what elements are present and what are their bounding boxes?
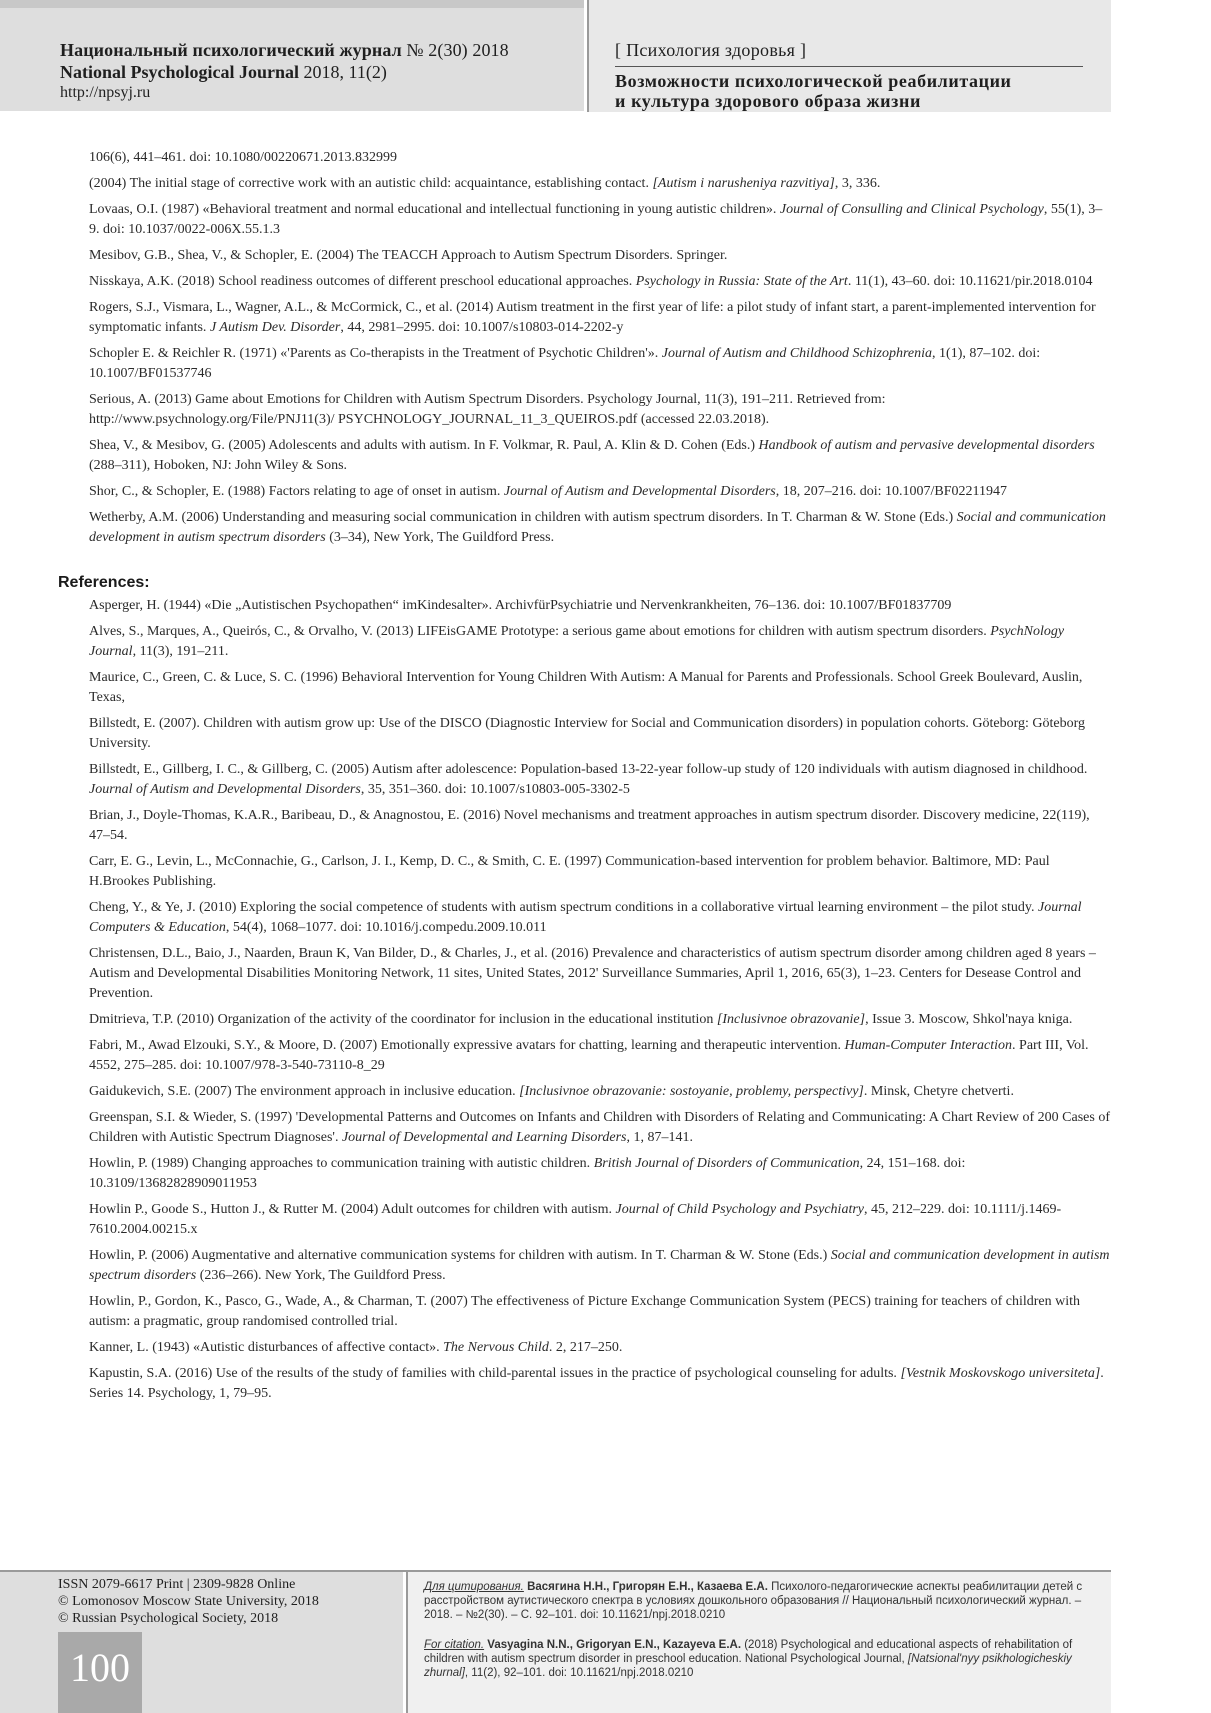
reference-item: Kapustin, S.A. (2016) Use of the results of the study of families with child-parental issues in the practice of psychological counseling for adults. [Vestnik Moskovskogo universiteta]. Series 14. Psychology, 1, 79–95. xyxy=(89,1366,1104,1401)
reference-item: Serious, A. (2013) Game about Emotions for Children with Autism Spectrum Disorders. Psychology Journal, 11(3), 191–211. Retrieved from: http://www.psychnology.org/File/PNJ11(3)/ PSYCHNOLOGY_JOURNAL_11_3_QUEIROS.pdf (accessed 22.03.2018). xyxy=(89,392,886,427)
reference-item: Cheng, Y., & Ye, J. (2010) Exploring the social competence of students with autism spectrum conditions in a collaborative virtual learning environment – the pilot study. Journal Computers & Education, 54(4), 1068–1077. doi: 10.1016/j.compedu.2009.10.011 xyxy=(89,900,1082,935)
reference-item: Shea, V., & Mesibov, G. (2005) Adolescents and adults with autism. In F. Volkmar, R. Paul, A. Klin & D. Cohen (Eds.) Handbook of autism and pervasive developmental disorders (288–311), Hoboken, NJ: John Wiley & Sons. xyxy=(89,438,1095,473)
reference-item: Brian, J., Doyle-Thomas, K.A.R., Baribeau, D., & Anagnostou, E. (2016) Novel mechanisms and treatment approaches in autism spectrum disorder. Discovery medicine, 22(119), 47–54. xyxy=(89,808,1090,843)
references-heading: References: xyxy=(58,574,150,591)
references-en-list xyxy=(58,596,1110,1404)
page-number: 100 xyxy=(58,1632,142,1713)
reference-item: Schopler E. & Reichler R. (1971) «'Parents as Co-therapists in the Treatment of Psychotic Children'». Journal of Autism and Childhood Schizophrenia, 1(1), 87–102. doi: 10.1007/BF01537746 xyxy=(89,346,1041,381)
reference-item: Nisskaya, A.K. (2018) School readiness outcomes of different preschool educational approaches. Psychology in Russia: State of the Art. 11(1), 43–60. doi: 10.11621/pir.2018.0104 xyxy=(89,274,1093,289)
header-section-block xyxy=(587,0,1111,112)
citation-en: For citation. Vasyagina N.N., Grigoryan E.N., Kazayeva E.A. (2018) Psychological and educational aspects of rehabilitation of children with autism spectrum disorder in preschool education. National Psychological Journal, [Natsional'nyy psikhologicheskiy zhurnal], 11(2), 92–101. doi: 10.11621/npj.2018.0210 xyxy=(424,1639,1073,1679)
reference-item: Howlin, P., Gordon, K., Pasco, G., Wade, A., & Charman, T. (2007) The effectiveness of Picture Exchange Communication System (PECS) training for teachers of children with autism: a pragmatic, group randomised controlled trial. xyxy=(89,1294,1080,1329)
reference-item: Mesibov, G.B., Shea, V., & Schopler, E. (2004) The TEACCH Approach to Autism Spectrum Disorders. Springer. xyxy=(89,248,728,263)
reference-item: Kanner, L. (1943) «Autistic disturbances of affective contact». The Nervous Child. 2, 217–250. xyxy=(89,1340,623,1355)
references-ru-list xyxy=(58,148,1110,548)
reference-item: Carr, E. G., Levin, L., McConnachie, G., Carlson, J. I., Kemp, D. C., & Smith, C. E. (1997) Communication-based intervention for problem behavior. Baltimore, MD: Paul H.Brookes Publishing. xyxy=(89,854,1050,889)
reference-item: Rogers, S.J., Vismara, L., Wagner, A.L., & McCormick, C., et al. (2014) Autism treatment in the first year of life: a pilot study of infant start, a parent-implemented intervention for symptomatic infants. J Autism Dev. Disorder, 44, 2981–2995. doi: 10.1007/s10803-014-2202-y xyxy=(89,300,1096,335)
journal-title-ru: Национальный психологический журнал № 2(30) 2018 xyxy=(60,40,509,60)
copyright-msu: © Lomonosov Moscow State University, 2018 xyxy=(58,1594,319,1609)
reference-item: Billstedt, E. (2007). Children with autism grow up: Use of the DISCO (Diagnostic Interview for Social and Communication disorders) in population cohorts. Göteborg: Göteborg University. xyxy=(89,716,1086,751)
section-title-line2: и культура здорового образа жизни xyxy=(615,91,921,111)
footer-imprint xyxy=(0,1572,403,1713)
reference-item: Alves, S., Marques, A., Queirós, C., & Orvalho, V. (2013) LIFEisGAME Prototype: a serious game about emotions for children with autism spectrum disorders. PsychNology Journal, 11(3), 191–211. xyxy=(89,624,1065,659)
reference-item: Howlin, P. (2006) Augmentative and alternative communication systems for children with autism. In T. Charman & W. Stone (Eds.) Social and communication development in autism spectrum disorders (236–266). New York, The Guildford Press. xyxy=(89,1248,1110,1283)
header-journal-block xyxy=(0,0,584,111)
journal-title-en: National Psychological Journal 2018, 11(2) xyxy=(60,62,387,82)
header-top-bar xyxy=(0,0,584,8)
issn: ISSN 2079-6617 Print | 2309-9828 Online xyxy=(58,1577,296,1592)
reference-item: Howlin, P. (1989) Changing approaches to communication training with autistic children. British Journal of Disorders of Communication, 24, 151–168. doi: 10.3109/13682828909011953 xyxy=(89,1156,966,1191)
reference-item: Fabri, M., Awad Elzouki, S.Y., & Moore, D. (2007) Emotionally expressive avatars for chatting, learning and therapeutic intervention. Human-Computer Interaction. Part III, Vol. 4552, 275–285. doi: 10.1007/978-3-540-73110-8_29 xyxy=(89,1038,1089,1073)
reference-item: Asperger, H. (1944) «Die „Autistischen Psychopathen“ imKindesalter». ArchivfürPsychiatrie und Nervenkrankheiten, 76–136. doi: 10.1007/BF01837709 xyxy=(89,598,952,613)
reference-item: 106(6), 441–461. doi: 10.1080/00220671.2013.832999 xyxy=(89,150,397,165)
reference-item: Wetherby, A.M. (2006) Understanding and measuring social communication in children with autism spectrum disorders. In T. Charman & W. Stone (Eds.) Social and communication development in autism spectrum disorders (3–34), New York, The Guildford Press. xyxy=(89,510,1106,545)
reference-item: Greenspan, S.I. & Wieder, S. (1997) 'Developmental Patterns and Outcomes on Infants and Children with Disorders of Relating and Communicating: A Chart Review of 200 Cases of Children with Autistic Spectrum Diagnoses'. Journal of Developmental and Learning Disorders, 1, 87–141. xyxy=(89,1110,1111,1145)
reference-item: Billstedt, E., Gillberg, I. C., & Gillberg, C. (2005) Autism after adolescence: Population-based 13-22-year follow-up study of 120 individuals with autism diagnosed in childhood. Journal of Autism and Developmental Disorders, 35, 351–360. doi: 10.1007/s10803-005-3302-5 xyxy=(89,762,1088,797)
journal-url[interactable]: http://npsyj.ru xyxy=(60,84,151,101)
header-divider xyxy=(615,66,1083,67)
reference-item: Christensen, D.L., Baio, J., Naarden, Braun K, Van Bilder, D., & Charles, J., et al. (2016) Prevalence and characteristics of autism spectrum disorder among children aged 8 years – Autism and Developmental Disabilities Monitoring Network, 11 sites, United States, 2012' Surveillance Summaries, April 1, 2016, 65(3), 1–23. Centers for Desease Control and Prevention. xyxy=(89,946,1096,1001)
reference-item: Gaidukevich, S.E. (2007) The environment approach in inclusive education. [Inclusivnoe obrazovanie: sostoyanie, problemy, perspectivy]. Minsk, Chetyre chetverti. xyxy=(89,1084,1014,1099)
footer-citation xyxy=(406,1572,1111,1713)
reference-item: Dmitrieva, T.P. (2010) Organization of the activity of the coordinator for inclusion in the educational institution [Inclusivnoe obrazovanie], Issue 3. Moscow, Shkol'naya kniga. xyxy=(89,1012,1073,1027)
references-content xyxy=(58,148,1110,1410)
section-title-line1: Возможности психологической реабилитации xyxy=(615,71,1012,91)
reference-item: Lovaas, O.I. (1987) «Behavioral treatment and normal educational and intellectual functioning in young autistic children». Journal of Consulling and Clinical Psychology, 55(1), 3–9. doi: 10.1037/0022-006X.55.1.3 xyxy=(89,202,1103,237)
reference-item: (2004) The initial stage of corrective work with an autistic child: acquaintance, establishing contact. [Autism i narusheniya razvitiya], 3, 336. xyxy=(89,176,881,191)
reference-item: Howlin P., Goode S., Hutton J., & Rutter M. (2004) Adult outcomes for children with autism. Journal of Child Psychology and Psychiatry, 45, 212–229. doi: 10.1111/j.1469-7610.2004.00215.x xyxy=(89,1202,1062,1237)
reference-item: Shor, C., & Schopler, E. (1988) Factors relating to age of onset in autism. Journal of Autism and Developmental Disorders, 18, 207–216. doi: 10.1007/BF02211947 xyxy=(89,484,1008,499)
reference-item: Maurice, C., Green, C. & Luce, S. C. (1996) Behavioral Intervention for Young Children With Autism: A Manual for Parents and Professionals. School Greek Boulevard, Auslin, Texas, xyxy=(89,670,1083,705)
section-label: [ Психология здоровья ] xyxy=(615,40,807,60)
copyright-rps: © Russian Psychological Society, 2018 xyxy=(58,1611,279,1626)
citation-ru: Для цитирования. Васягина Н.Н., Григорян Е.Н., Казаева Е.А. Психолого-педагогические аспекты реабилитации детей с расстройством аутистического спектра в условиях дошкольного образования // Национальный психологический журнал. – 2018. – №2(30). – С. 92–101. doi: 10.11621/npj.2018.0210 xyxy=(424,1581,1083,1621)
